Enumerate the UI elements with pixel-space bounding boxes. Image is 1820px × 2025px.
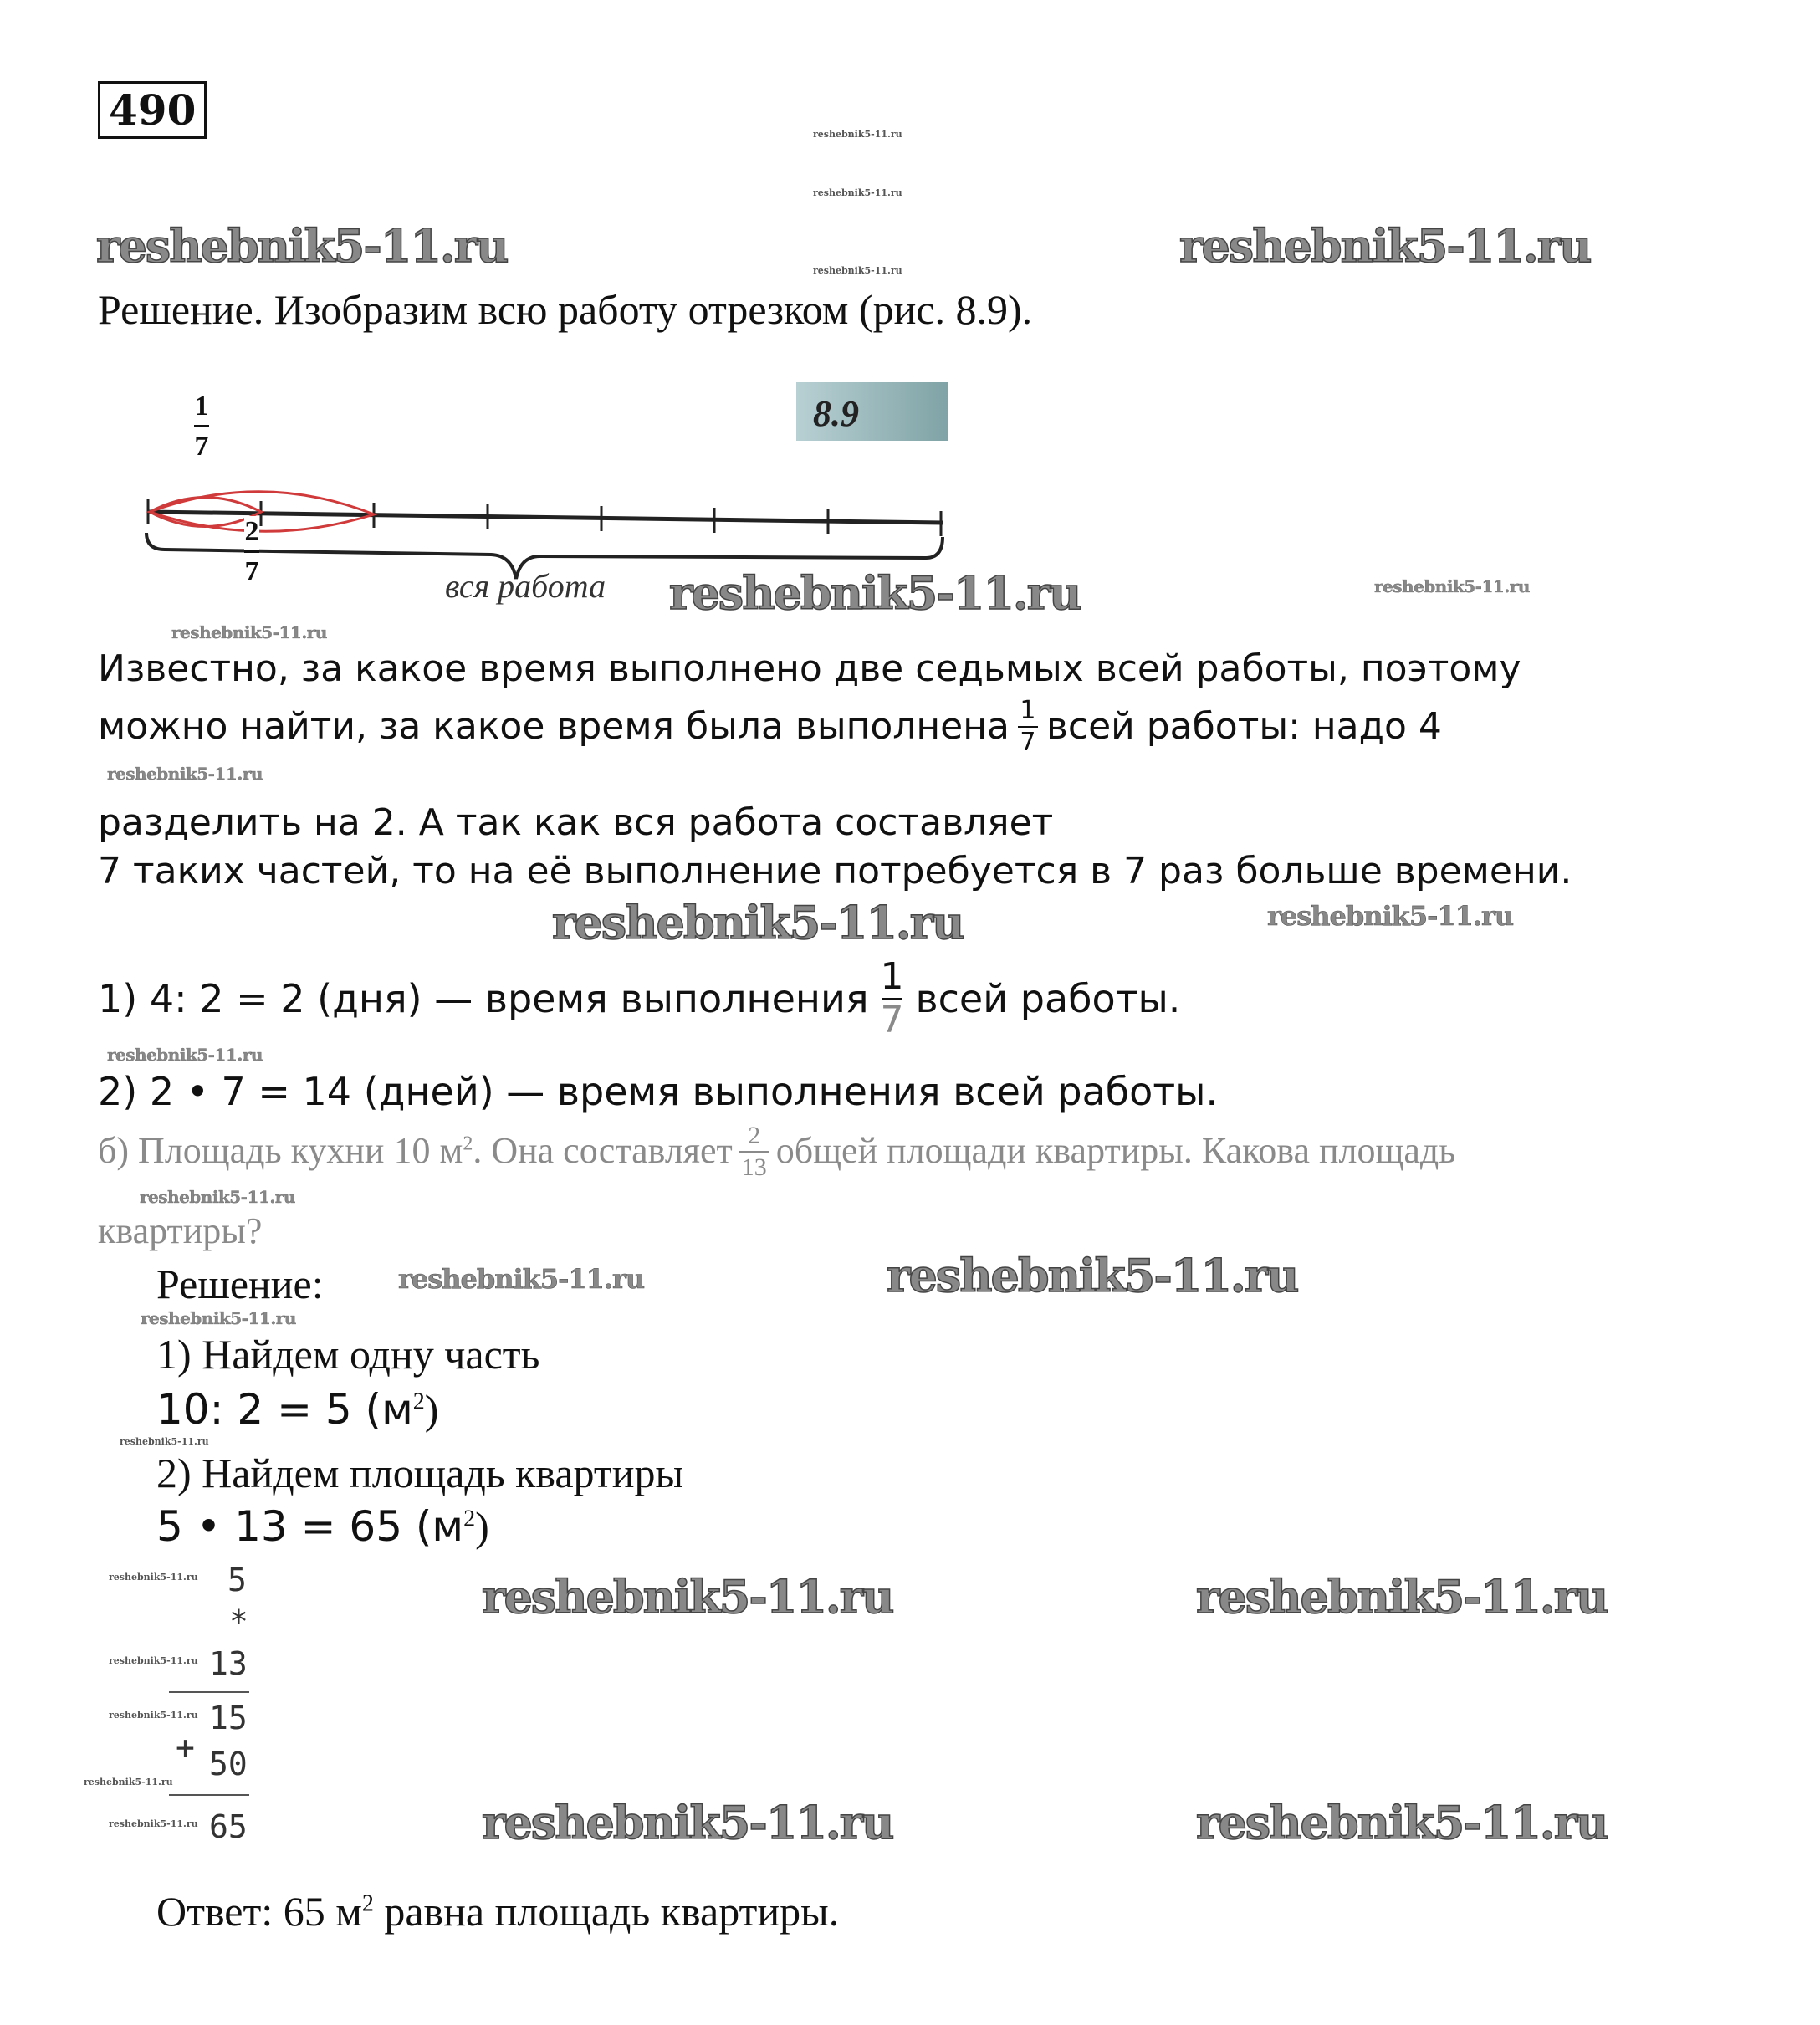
watermark: reshebnik5-11.ru bbox=[96, 219, 508, 273]
fraction-den: 7 bbox=[194, 431, 209, 463]
fraction-one-seventh bbox=[1018, 698, 1038, 755]
text: всей работы: надо 4 bbox=[1045, 704, 1442, 748]
fraction-num: 1 bbox=[194, 391, 209, 422]
text: ) bbox=[424, 1386, 439, 1433]
column-partial-1: 15 bbox=[209, 1700, 248, 1736]
text: . Она составляет bbox=[473, 1130, 733, 1172]
brace-label: вся работа bbox=[445, 567, 606, 605]
solution-calc-1 bbox=[156, 1385, 439, 1434]
task-b-line-1 bbox=[98, 1122, 1455, 1180]
watermark: reshebnik5-11.ru bbox=[813, 265, 902, 276]
superscript: 2 bbox=[361, 1890, 374, 1917]
step-2: 2) 2 • 7 = 14 (дней) — время выполнения всей работы. bbox=[98, 1069, 1219, 1114]
watermark: reshebnik5-11.ru bbox=[482, 1796, 893, 1849]
text: общей площади квартиры. Какова площадь bbox=[775, 1130, 1456, 1172]
fraction-den: 7 bbox=[244, 556, 259, 588]
watermark: reshebnik5-11.ru bbox=[813, 129, 902, 140]
fraction-num: 1 bbox=[880, 955, 904, 998]
watermark: reshebnik5-11.ru bbox=[171, 622, 327, 642]
problem-number: 490 bbox=[98, 81, 207, 139]
text: ) bbox=[475, 1503, 489, 1550]
paragraph-line-1: Известно, за какое время выполнено две седьмых всей работы, поэтому bbox=[98, 647, 1521, 690]
text: 1) 4: 2 = 2 (дня) — время выполнения bbox=[98, 976, 869, 1022]
column-operator: * bbox=[229, 1603, 248, 1640]
solution-step-2: 2) Найдем площадь квартиры bbox=[156, 1450, 684, 1496]
watermark: reshebnik5-11.ru bbox=[109, 1655, 198, 1666]
watermark: reshebnik5-11.ru bbox=[1179, 219, 1591, 273]
watermark: reshebnik5-11.ru bbox=[669, 566, 1081, 620]
superscript: 2 bbox=[463, 1133, 473, 1155]
column-partial-2: 50 bbox=[209, 1746, 248, 1782]
column-divider bbox=[169, 1691, 249, 1693]
superscript: 2 bbox=[412, 1388, 425, 1415]
column-plus: + bbox=[176, 1729, 195, 1766]
fraction-two-sevenths bbox=[244, 516, 259, 588]
watermark: reshebnik5-11.ru bbox=[109, 1818, 198, 1829]
column-divider bbox=[169, 1794, 249, 1796]
text: Ответ: 65 м bbox=[156, 1888, 362, 1935]
step-1 bbox=[98, 955, 1181, 1042]
fraction-two-thirteenths bbox=[739, 1122, 769, 1180]
answer bbox=[156, 1888, 840, 1935]
task-b-line-2: квартиры? bbox=[98, 1210, 263, 1251]
column-result: 65 bbox=[209, 1808, 248, 1845]
text: б) Площадь кухни 10 м bbox=[98, 1130, 463, 1172]
figure-label-box bbox=[796, 382, 948, 441]
intro-text: Решение. Изобразим всю работу отрезком (рис. 8.9). bbox=[98, 286, 1033, 333]
watermark: reshebnik5-11.ru bbox=[141, 1308, 296, 1328]
watermark: reshebnik5-11.ru bbox=[813, 187, 902, 198]
watermark: reshebnik5-11.ru bbox=[84, 1777, 173, 1787]
paragraph-line-3: разделить на 2. А так как вся работа составляет bbox=[98, 801, 1054, 844]
solution-calc-2 bbox=[156, 1502, 489, 1551]
watermark: reshebnik5-11.ru bbox=[552, 896, 964, 949]
text: можно найти, за какое время была выполнена bbox=[98, 704, 1010, 748]
superscript: 2 bbox=[463, 1506, 476, 1532]
fraction-den: 13 bbox=[741, 1153, 767, 1181]
text: равна площадь квартиры. bbox=[373, 1888, 840, 1935]
watermark: reshebnik5-11.ru bbox=[1196, 1796, 1608, 1849]
solution-step-1: 1) Найдем одну часть bbox=[156, 1331, 540, 1378]
text: 5 • 13 = 65 (м bbox=[156, 1502, 464, 1551]
column-operand-b: 13 bbox=[209, 1645, 248, 1682]
watermark: reshebnik5-11.ru bbox=[887, 1249, 1298, 1302]
watermark: reshebnik5-11.ru bbox=[109, 1572, 198, 1583]
watermark: reshebnik5-11.ru bbox=[1374, 576, 1530, 596]
fraction-num: 2 bbox=[748, 1122, 761, 1149]
fraction-den: 7 bbox=[880, 999, 904, 1042]
watermark: reshebnik5-11.ru bbox=[1196, 1570, 1608, 1624]
watermark: reshebnik5-11.ru bbox=[109, 1710, 198, 1721]
text: 10: 2 = 5 (м bbox=[156, 1385, 413, 1434]
watermark: reshebnik5-11.ru bbox=[107, 764, 263, 784]
figure-label: 8.9 bbox=[813, 393, 859, 434]
column-operand-a: 5 bbox=[228, 1562, 247, 1598]
text: всей работы. bbox=[915, 976, 1181, 1022]
solution-heading: Решение: bbox=[156, 1261, 324, 1307]
fraction-den: 7 bbox=[1020, 727, 1036, 757]
paragraph-line-2 bbox=[98, 698, 1442, 755]
fraction-one-seventh bbox=[880, 955, 904, 1042]
paragraph-line-4: 7 таких частей, то на её выполнение потребуется в 7 раз больше времени. bbox=[98, 850, 1572, 892]
fraction-num: 1 bbox=[1020, 696, 1036, 725]
watermark: reshebnik5-11.ru bbox=[398, 1263, 645, 1295]
work-segment bbox=[148, 512, 943, 523]
watermark: reshebnik5-11.ru bbox=[107, 1045, 263, 1065]
watermark: reshebnik5-11.ru bbox=[140, 1187, 295, 1207]
fraction-num: 2 bbox=[244, 516, 259, 547]
watermark: reshebnik5-11.ru bbox=[482, 1570, 893, 1624]
fraction-one-seventh bbox=[194, 391, 209, 463]
watermark: reshebnik5-11.ru bbox=[120, 1436, 209, 1447]
watermark: reshebnik5-11.ru bbox=[1267, 900, 1514, 932]
